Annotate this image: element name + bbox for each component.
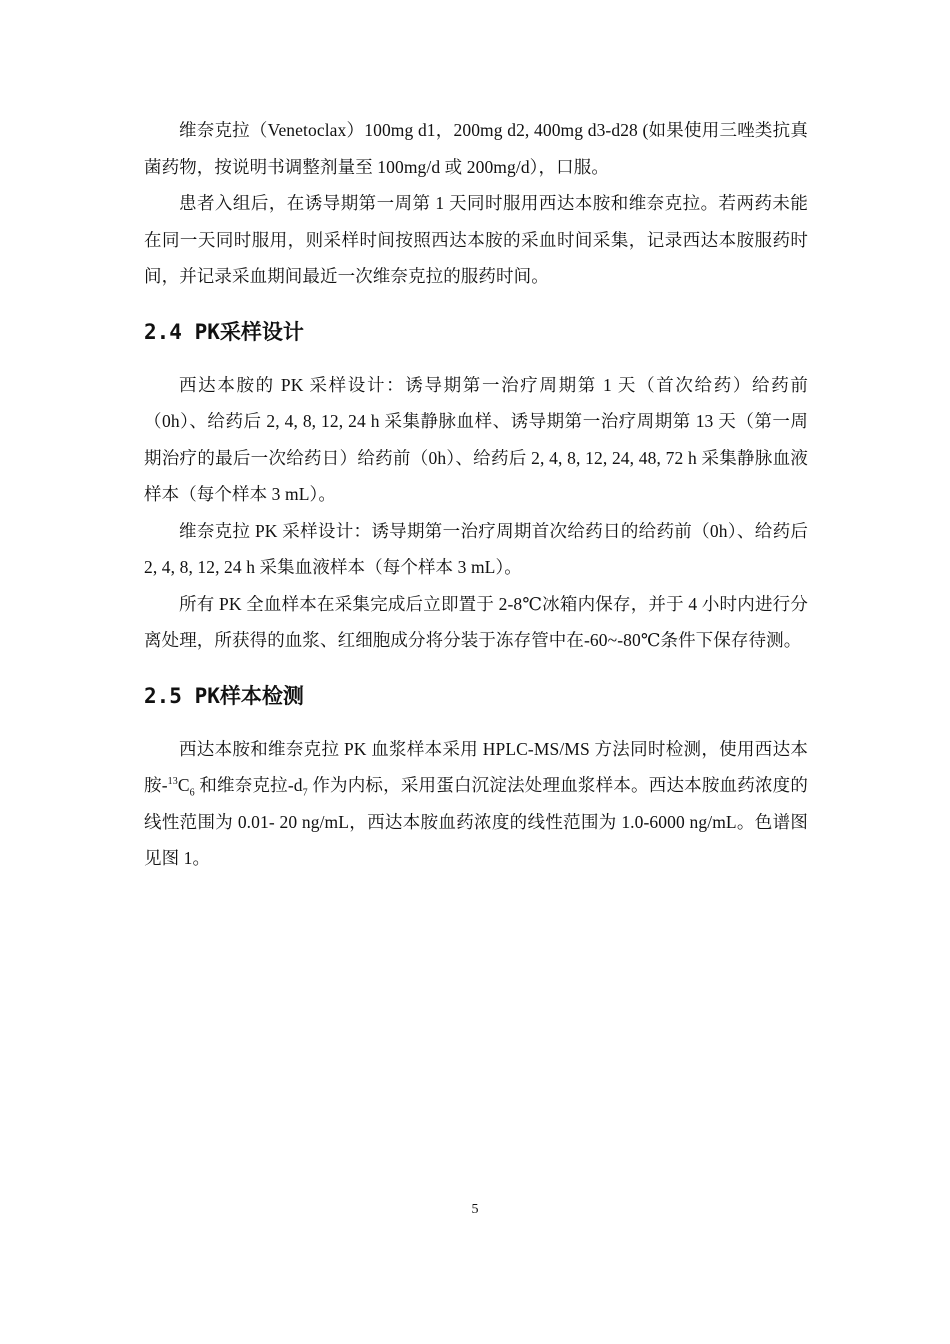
paragraph-sample-storage: 所有 PK 全血样本在采集完成后立即置于 2-8℃冰箱内保存，并于 4 小时内进行分离处理，所获得的血浆、红细胞成分将分装于冻存管中在-60~-80℃条件下保存待测。 — [144, 593, 808, 650]
carbon-count-subscript: 6 — [189, 787, 195, 799]
assay-text-part-d: 作为内标，采用蛋白沉淀法处理血浆样本。西达本胺血药浓度的线性范围为 0.01- 20 ng/mL，西达本胺血药浓度的线性范围为 1.0-6000 ng/mL。色谱图见图 1。 — [144, 775, 808, 868]
assay-text-part-c: 和维奈克拉-d — [194, 775, 303, 795]
section-heading-2-4: 2.4 PK采样设计 — [144, 319, 304, 344]
assay-text-part-b: C — [177, 775, 190, 795]
paragraph-enrollment: 患者入组后，在诱导期第一周第 1 天同时服用西达本胺和维奈克拉。若两药未能在同一天同时服用，则采样时间按照西达本胺的采血时间采集，记录西达本胺服药时间，并记录采血期间最近一次维奈克拉的服药时间。 — [144, 193, 808, 286]
paragraph-venetoclax-dosing: 维奈克拉（Venetoclax）100mg d1，200mg d2, 400mg d3-d28 (如果使用三唑类抗真菌药物，按说明书调整剂量至 100mg/d 或 200mg/d），口服。 — [144, 120, 808, 177]
isotope-superscript: 13 — [167, 776, 178, 788]
deuterium-count-subscript: 7 — [302, 787, 308, 799]
document-page — [144, 112, 808, 877]
assay-text-part-a: 西达本胺和维奈克拉 PK 血浆样本采用 HPLC-MS/MS 方法同时检测，使用西达本胺- — [144, 738, 808, 795]
paragraph-venetoclax-pk-sampling: 维奈克拉 PK 采样设计：诱导期第一治疗周期首次给药日的给药前（0h）、给药后 2, 4, 8, 12, 24 h 采集血液样本（每个样本 3 mL）。 — [144, 520, 808, 577]
section-heading-2-5: 2.5 PK样本检测 — [144, 683, 304, 708]
page-number: 5 — [471, 1202, 479, 1217]
paragraph-pk-assay — [144, 731, 808, 877]
paragraph-chidamide-pk-sampling: 西达本胺的 PK 采样设计：诱导期第一治疗周期第 1 天（首次给药）给药前（0h）、给药后 2, 4, 8, 12, 24 h 采集静脉血样、诱导期第一治疗周期第 13 天（第一周期治疗的最后一次给药日）给药前（0h）、给药后 2, 4, 8, 12, 24, 48, 72 h 采集静脉血液样本（每个样本 3 mL）。 — [144, 374, 808, 504]
